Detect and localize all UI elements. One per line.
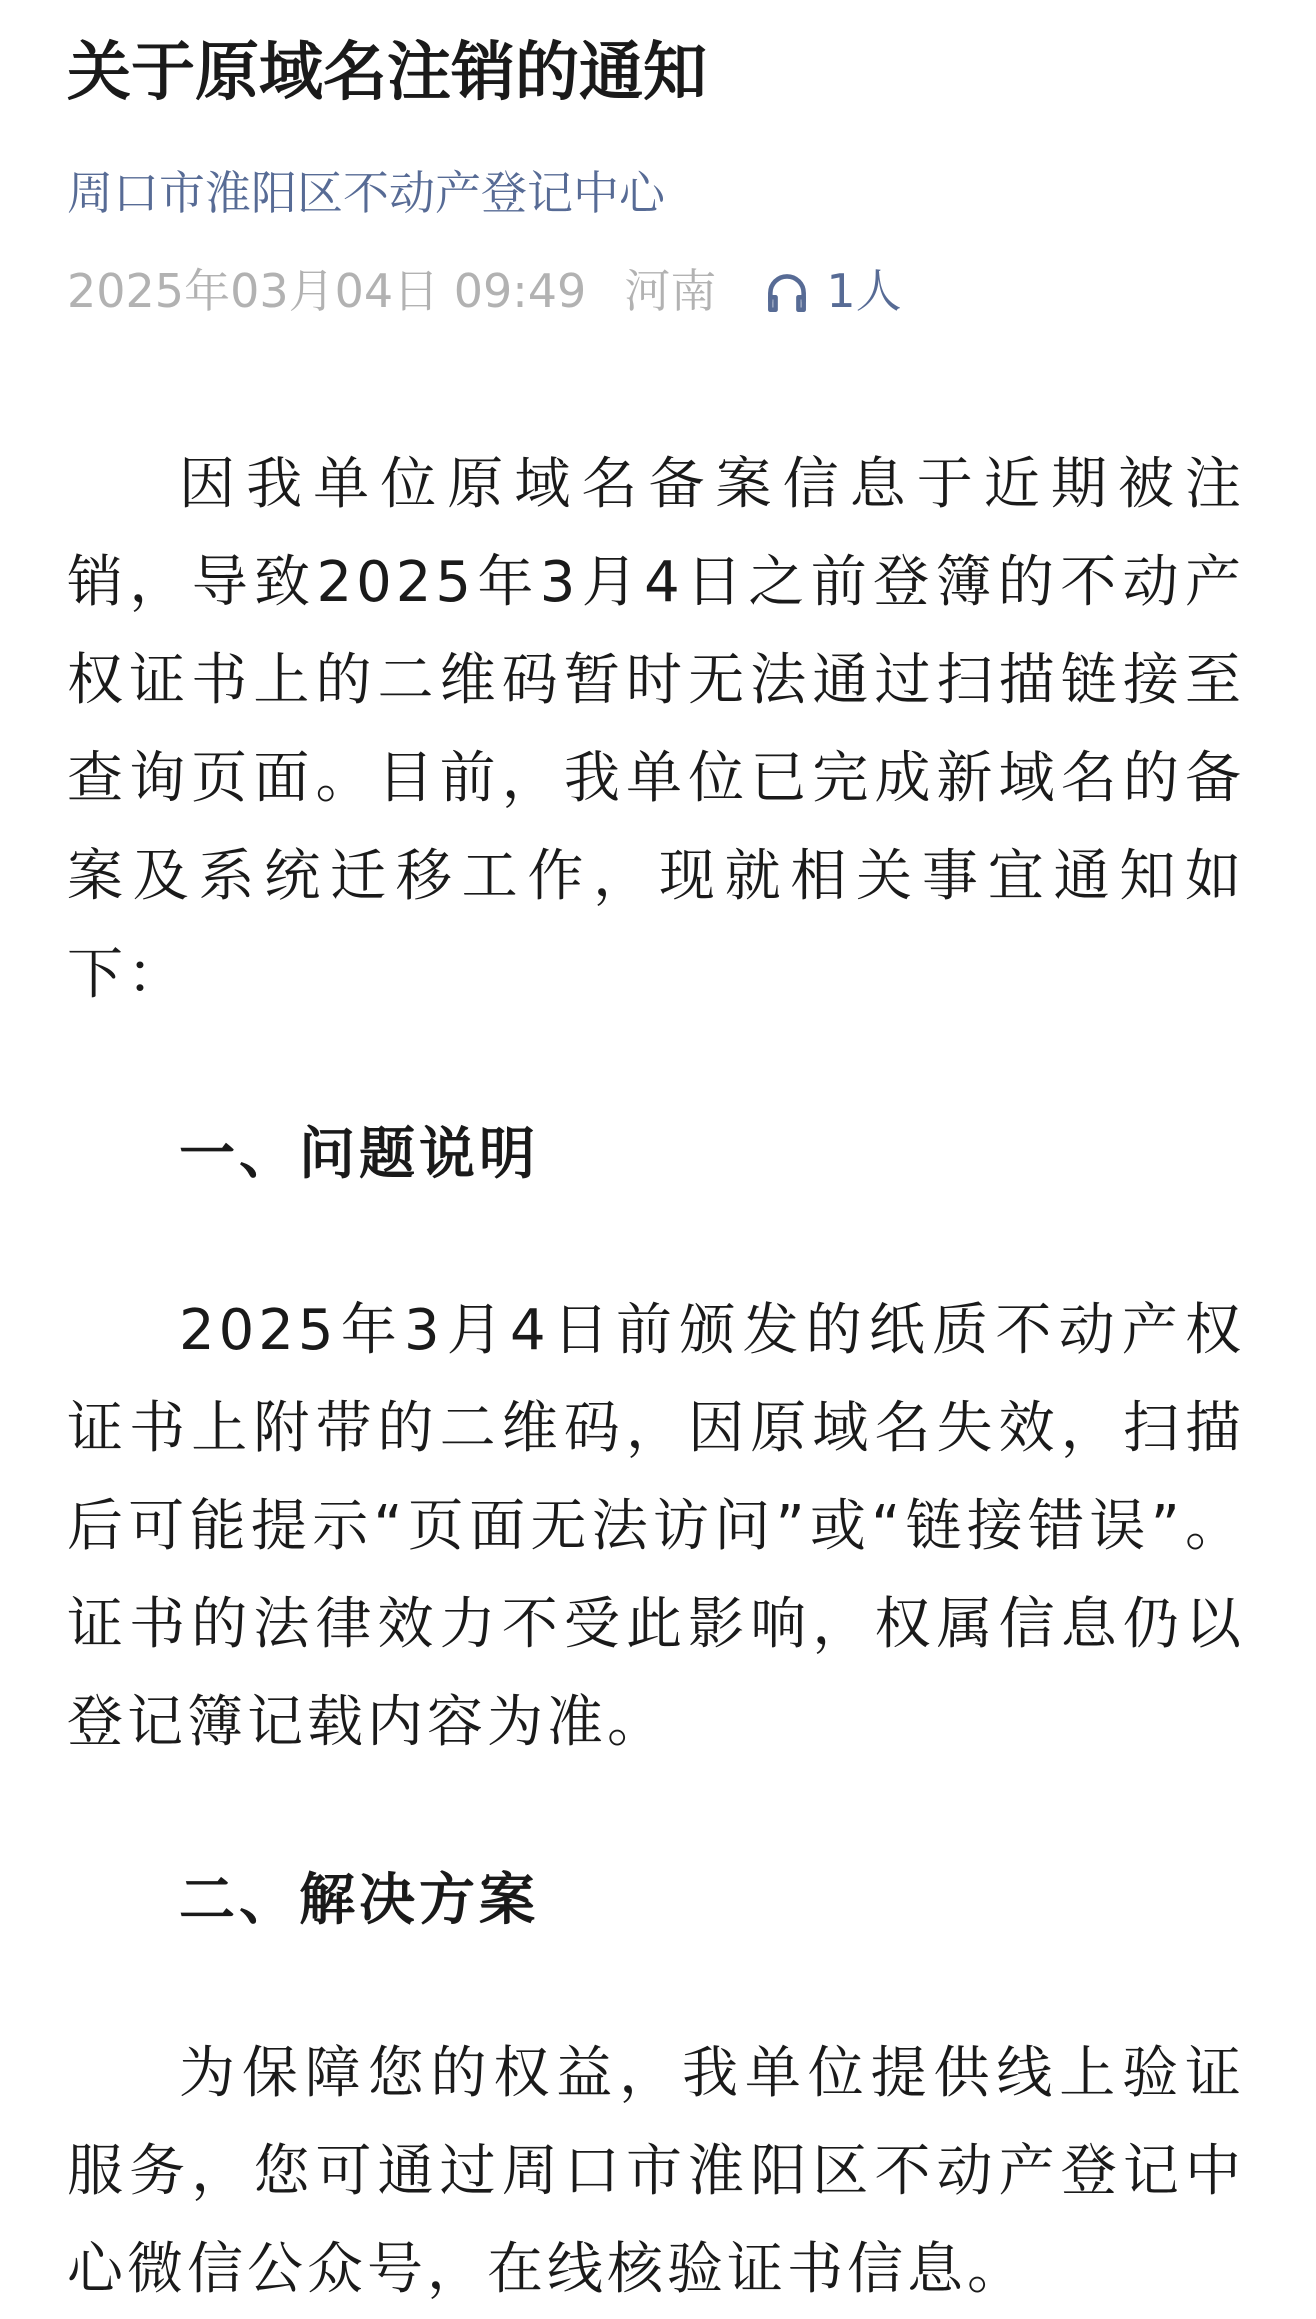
publish-time: 2025年03月04日 09:49 bbox=[67, 264, 587, 318]
article-title: 关于原域名注销的通知 bbox=[67, 36, 707, 110]
listen-button[interactable] bbox=[762, 258, 901, 324]
listen-count: 1人 bbox=[826, 264, 902, 318]
paragraph-intro: 因我单位原域名备案信息于近期被注销，导致2025年3月4日之前登簿的不动产权证书上的二维码暂时无法通过扫描链接至查询页面。目前，我单位已完成新域名的备案及系统迁移工作，现就相关事宜通知如下： bbox=[67, 452, 1245, 1007]
account-name-link[interactable]: 周口市淮阳区不动产登记中心 bbox=[67, 166, 665, 220]
section-heading-problem: 一、问题说明 bbox=[179, 1122, 539, 1187]
paragraph-problem: 2025年3月4日前颁发的纸质不动产权证书上附带的二维码，因原域名失效，扫描后可能提示“页面无法访问”或“链接错误”。证书的法律效力不受此影响，权属信息仍以登记簿记载内容为准。 bbox=[67, 1298, 1245, 1755]
section-heading-solution: 二、解决方案 bbox=[179, 1868, 539, 1933]
headphones-icon bbox=[762, 266, 812, 316]
article-meta bbox=[67, 258, 902, 324]
publish-region: 河南 bbox=[624, 264, 717, 318]
paragraph-solution: 为保障您的权益，我单位提供线上验证服务，您可通过周口市淮阳区不动产登记中心微信公众号，在线核验证书信息。 bbox=[67, 2041, 1245, 2302]
